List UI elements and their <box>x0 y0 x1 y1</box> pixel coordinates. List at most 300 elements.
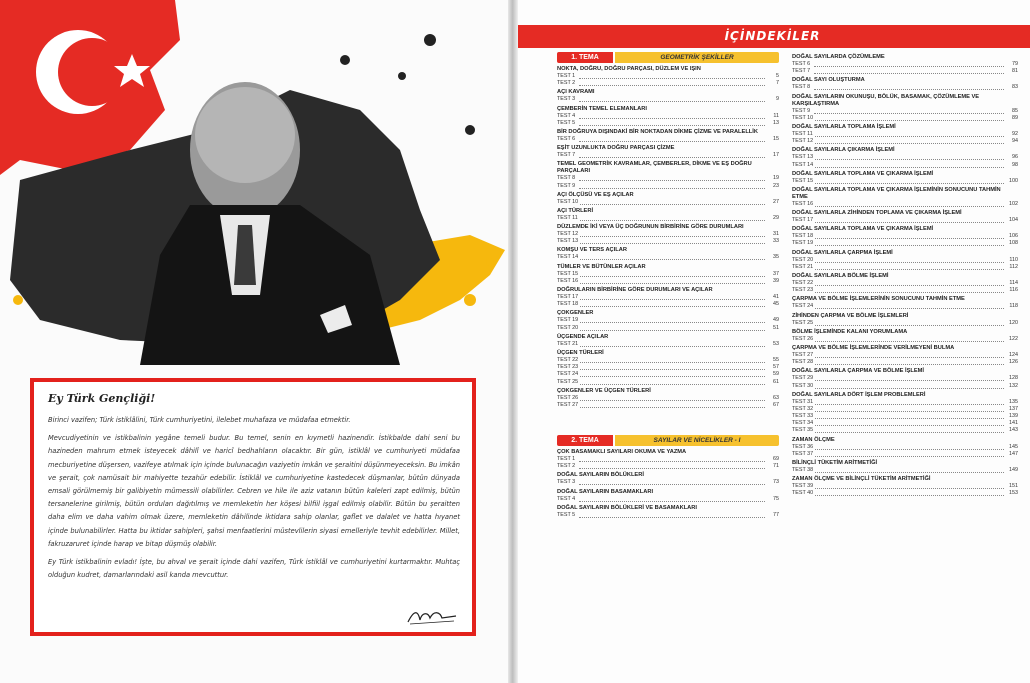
toc-test-label: TEST 19 <box>792 240 814 247</box>
toc-topic: AÇI ÖLÇÜSÜ VE EŞ AÇILAR <box>557 191 634 198</box>
toc-header-bar <box>515 25 1030 48</box>
toc-page-number: 89 <box>1012 114 1018 121</box>
toc-test-row <box>557 183 779 190</box>
toc-test-row <box>792 359 1018 366</box>
toc-leader-dots <box>814 292 1004 293</box>
toc-test-label: TEST 6 <box>792 61 811 67</box>
toc-leader-dots <box>814 113 1004 114</box>
toc-page-number: 13 <box>773 119 779 126</box>
toc-leader-dots <box>579 283 765 284</box>
toc-test-row <box>792 178 1018 185</box>
toc-test-label: TEST 4 <box>557 112 576 119</box>
toc-test-row <box>557 175 779 182</box>
toc-test-label: TEST 29 <box>792 375 814 382</box>
left-page <box>0 0 512 683</box>
toc-test-row <box>792 451 1018 458</box>
toc-leader-dots <box>814 262 1004 263</box>
toc-leader-dots <box>814 495 1004 496</box>
toc-leader-dots <box>814 238 1004 239</box>
toc-leader-dots <box>814 357 1004 358</box>
toc-test-label: TEST 18 <box>557 301 579 308</box>
toc-leader-dots <box>814 380 1004 381</box>
toc-test-label: TEST 26 <box>792 335 814 342</box>
toc-topic: ÇEMBERİN TEMEL ELEMANLARI <box>557 105 647 112</box>
toc-test-row <box>557 341 779 348</box>
toc-leader-dots <box>579 484 765 485</box>
toc-page-number: 51 <box>773 324 779 331</box>
toc-test-row <box>792 233 1018 240</box>
toc-page-number: 23 <box>773 182 779 189</box>
theme-bar <box>557 52 779 63</box>
toc-test-row <box>557 136 779 143</box>
toc-page-number: 124 <box>1009 351 1018 358</box>
toc-right-column <box>792 52 1018 498</box>
toc-test-label: TEST 22 <box>557 356 579 363</box>
toc-topic: DOĞAL SAYILARDA ÇÖZÜMLEME <box>792 54 885 60</box>
toc-test-row <box>557 379 779 386</box>
toc-test-label: TEST 20 <box>792 256 814 263</box>
toc-test-row <box>792 383 1018 390</box>
toc-test-row <box>557 73 779 80</box>
toc-leader-dots <box>814 364 1004 365</box>
toc-page-number: 33 <box>773 238 779 245</box>
toc-test-label: TEST 13 <box>792 154 814 161</box>
toc-leader-dots <box>814 159 1004 160</box>
toc-test-label: TEST 2 <box>557 463 576 470</box>
toc-page-number: 135 <box>1009 398 1018 405</box>
toc-test-label: TEST 25 <box>557 378 579 385</box>
toc-test-row <box>557 512 779 519</box>
toc-test-row <box>557 238 779 245</box>
toc-topic: BİLİNÇLİ TÜKETİM ARİTMETİĞİ <box>792 460 878 466</box>
toc-leader-dots <box>814 120 1004 121</box>
toc-leader-dots <box>814 66 1004 67</box>
ataturk-portrait <box>120 55 440 365</box>
toc-test-label: TEST 14 <box>792 161 814 168</box>
toc-leader-dots <box>579 141 765 142</box>
toc-test-label: TEST 19 <box>557 317 579 324</box>
toc-test-label: TEST 20 <box>557 324 579 331</box>
toc-leader-dots <box>814 206 1004 207</box>
toc-test-label: TEST 10 <box>557 198 579 205</box>
toc-test-row <box>792 131 1018 138</box>
toc-page-number: 9 <box>776 96 779 103</box>
toc-test-label: TEST 9 <box>557 182 576 189</box>
toc-topic: DOĞAL SAYILARLA ZİHİNDEN TOPLAMA VE ÇIKARMA İŞLEMİ <box>792 210 962 217</box>
toc-test-row <box>792 287 1018 294</box>
toc-test-label: TEST 25 <box>792 319 814 326</box>
toc-test-label: TEST 26 <box>557 394 579 401</box>
toc-page-number: 151 <box>1009 483 1018 490</box>
toc-test-label: TEST 16 <box>792 200 814 207</box>
toc-test-row <box>792 264 1018 271</box>
toc-page-number: 29 <box>773 214 779 221</box>
toc-leader-dots <box>814 308 1004 309</box>
toc-test-label: TEST 38 <box>792 467 814 473</box>
ataturk-signature <box>406 606 458 626</box>
toc-topic: ZİHİNDEN ÇARPMA VE BÖLME İŞLEMLERİ <box>792 312 909 319</box>
toc-leader-dots <box>579 461 765 462</box>
toc-page-number: 153 <box>1009 490 1018 497</box>
toc-page-number: 106 <box>1009 233 1018 240</box>
toc-page-number: 85 <box>1012 107 1018 114</box>
toc-page-number: 77 <box>773 511 779 518</box>
toc-topic: ÇOK BASAMAKLI SAYILARI OKUMA VE YAZMA <box>557 449 687 456</box>
toc-page-number: 41 <box>773 294 779 300</box>
toc-page-number: 73 <box>773 479 779 486</box>
toc-page-number: 71 <box>773 463 779 470</box>
toc-test-row <box>792 280 1018 287</box>
toc-page-number: 126 <box>1009 359 1018 366</box>
toc-leader-dots <box>579 157 765 158</box>
toc-topic: DOĞAL SAYILARLA TOPLAMA VE ÇIKARMA İŞLEMİNİN SONUCUNU TAHMİN ETME <box>792 186 1001 200</box>
toc-test-label: TEST 10 <box>792 114 814 121</box>
toc-test-label: TEST 1 <box>557 73 576 79</box>
youth-paragraph: Birinci vazifen; Türk istiklâlini, Türk cumhuriyetini, ilelebet muhafaza ve müdafaa etmektir. <box>48 416 351 424</box>
toc-page-number: 98 <box>1012 161 1018 168</box>
toc-topic: BİR DOĞRUYA DIŞINDAKİ BİR NOKTADAN DİKME ÇİZME VE PARALELLİK <box>557 128 758 135</box>
toc-leader-dots <box>814 167 1004 168</box>
toc-test-label: TEST 17 <box>792 217 814 224</box>
toc-page-number: 5 <box>776 73 779 79</box>
toc-topic: BÖLME İŞLEMİNDE KALANI YORUMLAMA <box>792 328 908 335</box>
toc-test-row <box>792 413 1018 420</box>
toc-topic: DOĞAL SAYILARLA TOPLAMA VE ÇIKARMA İŞLEMİ <box>792 226 934 233</box>
toc-test-row <box>557 113 779 120</box>
toc-page-number: 83 <box>1012 84 1018 91</box>
toc-page-number: 116 <box>1009 287 1018 294</box>
toc-test-row <box>792 320 1018 327</box>
toc-test-label: TEST 31 <box>792 398 814 405</box>
toc-test-row <box>557 496 779 503</box>
toc-page-number: 92 <box>1012 130 1018 137</box>
toc-test-row <box>557 231 779 238</box>
youth-address-title: Ey Türk Gençliği! <box>48 392 156 405</box>
toc-test-label: TEST 17 <box>557 294 579 300</box>
toc-test-label: TEST 15 <box>792 177 814 184</box>
toc-page-number: 149 <box>1009 467 1018 473</box>
toc-test-row <box>792 240 1018 247</box>
toc-page-number: 128 <box>1009 375 1018 382</box>
toc-topic: DOĞAL SAYILARIN BÖLÜKLERİ VE BASAMAKLARI <box>557 504 697 511</box>
toc-topic: DOĞAL SAYILARLA ÇIKARMA İŞLEMİ <box>792 147 895 154</box>
toc-leader-dots <box>814 183 1004 184</box>
toc-test-label: TEST 34 <box>792 420 814 427</box>
toc-page-number: 139 <box>1009 413 1018 420</box>
toc-page-number: 75 <box>773 495 779 502</box>
toc-test-label: TEST 9 <box>792 107 811 114</box>
toc-leader-dots <box>579 362 765 363</box>
toc-page-number: 118 <box>1009 303 1018 310</box>
toc-leader-dots <box>579 369 765 370</box>
toc-test-label: TEST 15 <box>557 270 579 277</box>
toc-page-number: 102 <box>1009 200 1018 207</box>
toc-test-label: TEST 11 <box>792 130 813 137</box>
toc-test-label: TEST 23 <box>557 364 579 371</box>
toc-test-label: TEST 33 <box>792 413 814 420</box>
toc-test-label: TEST 39 <box>792 483 814 490</box>
toc-leader-dots <box>579 180 765 181</box>
toc-test-row <box>792 352 1018 359</box>
toc-test-label: TEST 28 <box>792 359 814 366</box>
toc-page-number: 49 <box>773 317 779 324</box>
toc-topic: ÇARPMA VE BÖLME İŞLEMLERİNİN SONUCUNU TAHMİN ETME <box>792 296 965 303</box>
toc-test-row <box>557 199 779 206</box>
toc-leader-dots <box>814 432 1004 433</box>
youth-paragraph: Mevcudiyetinin ve istikbalinin yegâne temeli budur. Bu temel, senin en kıymetli hazinendir. İstikbalde dahi seni bu hazineden mahrum etmek isteyecek dâhilî ve haricî bedhahların olacaktır. Bir gün, istiklâl ve cumhuriyeti müdafaa mecburiyetine düşersen, vazifeye atılmak için içinde bulunacağın vaziyetin imkân ve şeraitini düşünmeyeceksin. Bu imkân ve şerait, çok namüsait bir mahiyette tezahür edebilir. İstiklâl ve cumhuriyetine kastedecek düşmanlar, bütün dünyada emsali görülmemiş bir galibiyetin mümessili olabilirler. Cebren ve hile ile aziz vatanın bütün kaleleri zapt edilmiş, bütün tersanelerine girilmiş, bütün orduları dağıtılmış ve memleketin her köşesi bilfiil işgal edilmiş olabilir. Bütün bu şeraitten daha elim ve daha vahim olmak üzere, memleketin dâhilinde iktidara sahip olanlar, gaflet ve dalalet ve hatta hıyanet içinde bulunabilirler. Hatta bu iktidar sahipleri, şahsi menfaatlerini müstevlilerin siyasi emelleriyle tevhit edebilirler. Millet, fakruzaruret içinde harap ve bitap düşmüş olabilir. <box>48 434 460 548</box>
toc-test-row <box>792 162 1018 169</box>
toc-page-number: 112 <box>1009 263 1018 270</box>
toc-test-row <box>792 154 1018 161</box>
toc-test-row <box>557 317 779 324</box>
toc-leader-dots <box>814 404 1004 405</box>
toc-test-label: TEST 14 <box>557 254 579 261</box>
toc-test-row <box>557 96 779 103</box>
toc-topic: TÜMLER VE BÜTÜNLER AÇILAR <box>557 263 646 270</box>
toc-topic: DOĞAL SAYILARIN BASAMAKLARI <box>557 488 654 495</box>
toc-leader-dots <box>814 143 1004 144</box>
toc-topic: ÇARPMA VE BÖLME İŞLEMLERİNDE VERİLMEYENİ BULMA <box>792 344 955 351</box>
toc-test-row <box>557 371 779 378</box>
theme-name-label: GEOMETRİK ŞEKİLLER <box>615 52 779 63</box>
toc-test-row <box>557 120 779 127</box>
toc-leader-dots <box>814 411 1004 412</box>
toc-page-number: 108 <box>1009 240 1018 247</box>
toc-test-label: TEST 30 <box>792 382 814 389</box>
toc-test-row <box>792 406 1018 413</box>
toc-leader-dots <box>814 89 1004 90</box>
toc-page-number: 59 <box>773 371 779 378</box>
toc-test-label: TEST 35 <box>792 427 814 434</box>
toc-test-label: TEST 11 <box>557 214 578 221</box>
toc-test-label: TEST 18 <box>792 233 814 240</box>
toc-topic: DOĞAL SAYILARLA DÖRT İŞLEM PROBLEMLERİ <box>792 391 926 398</box>
toc-test-label: TEST 8 <box>792 84 811 91</box>
toc-page-number: 37 <box>773 270 779 277</box>
toc-page-number: 27 <box>773 198 779 205</box>
toc-test-row <box>557 80 779 87</box>
toc-test-label: TEST 6 <box>557 135 576 142</box>
toc-test-row <box>792 375 1018 382</box>
toc-test-label: TEST 27 <box>557 401 579 408</box>
toc-test-row <box>792 467 1018 474</box>
toc-leader-dots <box>814 425 1004 426</box>
toc-test-label: TEST 16 <box>557 277 579 284</box>
toc-test-label: TEST 3 <box>557 479 576 486</box>
toc-leader-dots <box>579 384 765 385</box>
toc-page-number: 15 <box>773 135 779 142</box>
toc-test-label: TEST 37 <box>792 450 814 457</box>
toc-topic: ÇOKGENLER <box>557 310 594 317</box>
toc-test-row <box>792 303 1018 310</box>
toc-test-label: TEST 27 <box>792 351 814 358</box>
theme-spacer <box>557 409 779 435</box>
toc-leader-dots <box>814 472 1004 473</box>
toc-test-label: TEST 32 <box>792 405 814 412</box>
toc-topic: DOĞAL SAYILARLA ÇARPMA İŞLEMİ <box>792 249 893 256</box>
toc-topic: DOĞAL SAYILARIN BÖLÜKLERİ <box>557 472 644 479</box>
toc-test-label: TEST 4 <box>557 495 576 502</box>
toc-test-label: TEST 12 <box>557 231 579 238</box>
toc-page-number: 94 <box>1012 138 1018 145</box>
toc-page-number: 141 <box>1009 420 1018 427</box>
toc-leader-dots <box>579 407 765 408</box>
toc-leader-dots <box>579 517 765 518</box>
page-gutter <box>508 0 518 683</box>
toc-page-number: 11 <box>773 112 779 119</box>
toc-left-column <box>557 52 779 519</box>
toc-page-number: 67 <box>773 401 779 408</box>
toc-test-row <box>792 490 1018 497</box>
toc-test-label: TEST 7 <box>557 152 576 159</box>
toc-page-number: 104 <box>1009 217 1018 224</box>
toc-page-number: 132 <box>1009 382 1018 389</box>
toc-test-row <box>792 257 1018 264</box>
toc-leader-dots <box>579 78 765 79</box>
toc-test-label: TEST 5 <box>557 119 576 126</box>
toc-test-label: TEST 21 <box>557 340 579 347</box>
toc-test-label: TEST 21 <box>792 263 814 270</box>
toc-page-number: 145 <box>1009 443 1018 450</box>
toc-topic: DOĞAL SAYILARLA TOPLAMA VE ÇIKARMA İŞLEMİ <box>792 170 934 177</box>
toc-test-label: TEST 5 <box>557 511 576 518</box>
toc-test-row <box>557 271 779 278</box>
toc-leader-dots <box>814 341 1004 342</box>
toc-test-row <box>557 463 779 470</box>
toc-page-number: 57 <box>773 364 779 371</box>
toc-title: İÇİNDEKİLER <box>724 29 821 43</box>
toc-test-row <box>792 336 1018 343</box>
toc-page-number: 120 <box>1009 319 1018 326</box>
toc-page-number: 110 <box>1009 256 1018 263</box>
toc-test-row <box>792 115 1018 122</box>
toc-test-label: TEST 8 <box>557 175 576 182</box>
toc-leader-dots <box>814 285 1004 286</box>
toc-page-number: 79 <box>1012 61 1018 67</box>
toc-test-label: TEST 2 <box>557 80 576 87</box>
toc-test-label: TEST 7 <box>792 68 811 75</box>
right-page <box>515 0 1030 683</box>
toc-page-number: 31 <box>773 231 779 238</box>
toc-leader-dots <box>814 418 1004 419</box>
toc-leader-dots <box>814 269 1004 270</box>
toc-test-row <box>557 364 779 371</box>
toc-test-row <box>557 301 779 308</box>
toc-test-row <box>792 444 1018 451</box>
toc-leader-dots <box>579 501 765 502</box>
toc-leader-dots <box>814 222 1004 223</box>
toc-page-number: 96 <box>1012 154 1018 161</box>
toc-leader-dots <box>579 276 765 277</box>
toc-leader-dots <box>579 400 765 401</box>
toc-leader-dots <box>579 330 765 331</box>
toc-test-row <box>792 483 1018 490</box>
toc-topic: EŞİT UZUNLUKTA DOĞRU PARÇASI ÇİZME <box>557 145 675 152</box>
toc-test-row <box>557 357 779 364</box>
toc-topic: ÇOKGENLER VE ÜÇGEN TÜRLERİ <box>557 387 651 394</box>
toc-topic: AÇI KAVRAMI <box>557 89 595 96</box>
toc-leader-dots <box>579 468 765 469</box>
toc-leader-dots <box>814 325 1004 326</box>
toc-test-row <box>557 152 779 159</box>
toc-test-row <box>792 61 1018 68</box>
toc-page-number: 143 <box>1009 427 1018 434</box>
toc-test-row <box>792 217 1018 224</box>
toc-test-label: TEST 36 <box>792 443 814 450</box>
toc-leader-dots <box>579 236 765 237</box>
toc-leader-dots <box>579 204 765 205</box>
toc-leader-dots <box>814 388 1004 389</box>
toc-test-label: TEST 3 <box>557 96 576 103</box>
toc-topic: AÇI TÜRLERİ <box>557 207 594 214</box>
toc-page-number: 39 <box>773 277 779 284</box>
toc-test-label: TEST 1 <box>557 456 576 463</box>
toc-test-row <box>792 420 1018 427</box>
youth-paragraph: Ey Türk istikbalinin evladı! İşte, bu ahval ve şerait içinde dahi vazifen, Türk istiklâl ve cumhuriyetini kurtarmaktır. Muhtaç olduğun kudret, damarlarındaki asil kanda mevcuttur. <box>48 558 460 580</box>
toc-page-number: 53 <box>773 340 779 347</box>
theme-bar <box>557 435 779 446</box>
toc-topic: DOĞAL SAYILARIN OKUNUŞU, BÖLÜK, BASAMAK, ÇÖZÜMLEME VE KARŞILAŞTIRMA <box>792 93 980 107</box>
toc-test-row <box>557 395 779 402</box>
toc-leader-dots <box>579 188 765 189</box>
toc-topic: KOMŞU VE TERS AÇILAR <box>557 247 627 254</box>
toc-topic: DOĞAL SAYILARLA TOPLAMA İŞLEMİ <box>792 123 896 130</box>
toc-page-number: 114 <box>1009 280 1018 286</box>
toc-test-row <box>792 201 1018 208</box>
toc-test-row <box>792 138 1018 145</box>
theme-name-label: SAYILAR VE NİCELİKLER - I <box>615 435 779 446</box>
toc-page-number: 147 <box>1009 450 1018 457</box>
theme-number-label: 2. TEMA <box>557 435 613 446</box>
toc-test-row <box>557 456 779 463</box>
toc-topic: ZAMAN ÖLÇME <box>792 436 835 443</box>
toc-test-row <box>557 254 779 261</box>
toc-page-number: 63 <box>773 394 779 401</box>
toc-topic: DOĞAL SAYILARLA BÖLME İŞLEMİ <box>792 273 889 279</box>
toc-page-number: 69 <box>773 456 779 463</box>
toc-leader-dots <box>579 118 765 119</box>
toc-page-number: 17 <box>773 152 779 159</box>
toc-test-label: TEST 24 <box>557 371 579 378</box>
toc-leader-dots <box>579 101 765 102</box>
toc-topic: ÜÇGEN TÜRLERİ <box>557 349 604 356</box>
toc-test-row <box>557 278 779 285</box>
toc-page-number: 61 <box>773 378 779 385</box>
toc-page-number: 122 <box>1009 335 1018 342</box>
toc-test-row <box>792 84 1018 91</box>
toc-test-row <box>557 215 779 222</box>
toc-test-row <box>792 108 1018 115</box>
toc-leader-dots <box>579 346 765 347</box>
toc-leader-dots <box>579 306 765 307</box>
toc-test-label: TEST 40 <box>792 490 814 497</box>
toc-page-number: 137 <box>1009 405 1018 412</box>
toc-test-label: TEST 24 <box>792 303 814 310</box>
toc-test-row <box>557 479 779 486</box>
toc-leader-dots <box>814 245 1004 246</box>
toc-page-number: 55 <box>773 356 779 363</box>
toc-test-label: TEST 12 <box>792 138 814 145</box>
toc-topic: DÜZLEMDE İKİ VEYA ÜÇ DOĞRUNUN BİRBİRİNE GÖRE DURUMLARI <box>557 224 744 231</box>
toc-page-number: 7 <box>776 80 779 87</box>
toc-test-row <box>792 427 1018 434</box>
toc-page-number: 19 <box>773 175 779 182</box>
toc-leader-dots <box>814 488 1004 489</box>
toc-leader-dots <box>579 322 765 323</box>
toc-test-row <box>557 294 779 301</box>
toc-leader-dots <box>579 299 765 300</box>
toc-topic: DOĞRULARIN BİRBİRİNE GÖRE DURUMLARI VE AÇILAR <box>557 287 713 293</box>
